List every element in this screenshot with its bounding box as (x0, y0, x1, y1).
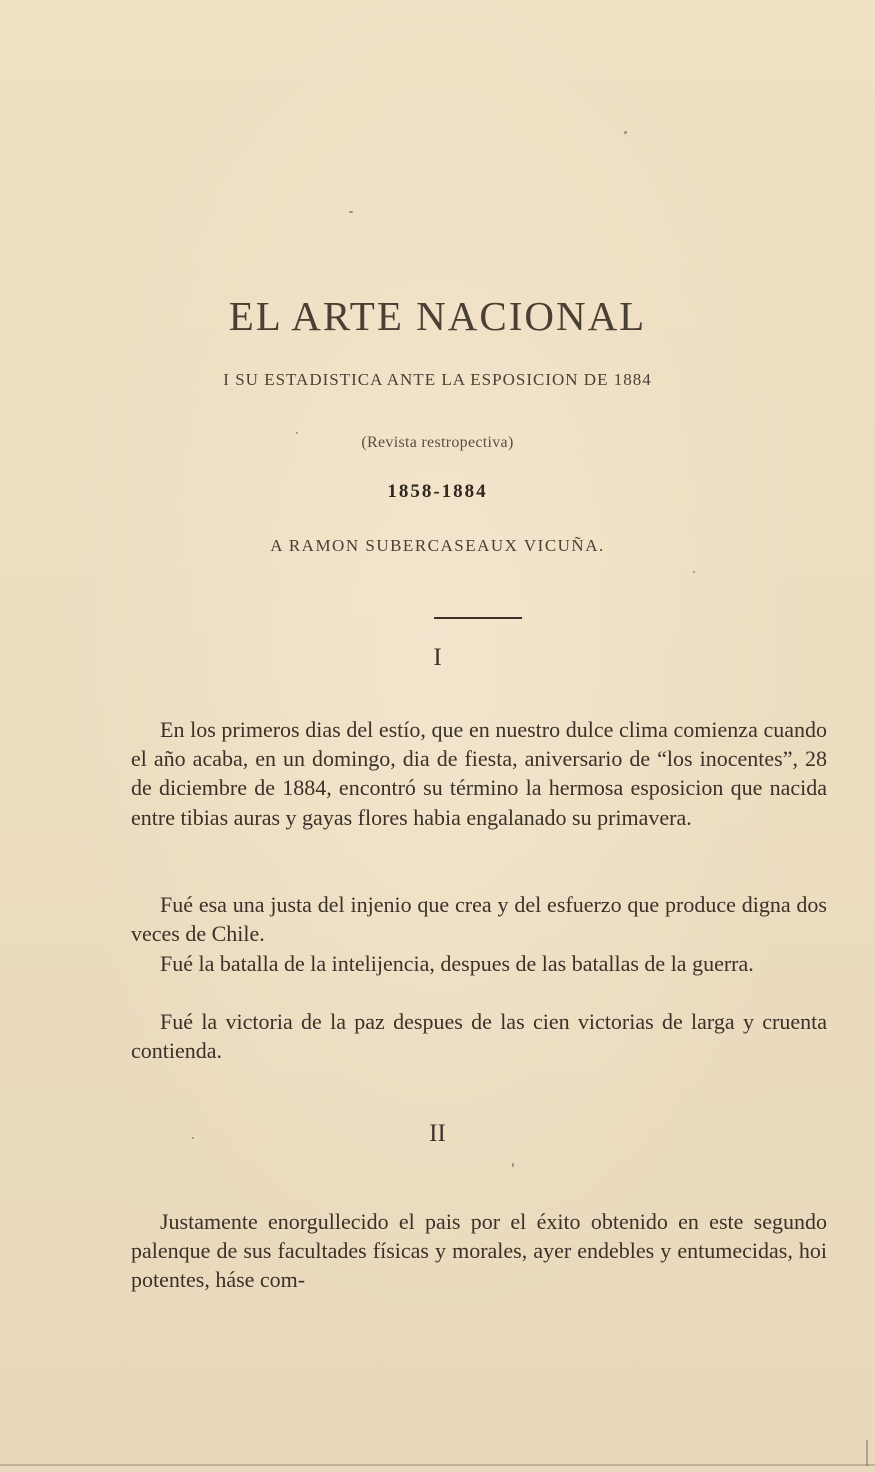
page-title: EL ARTE NACIONAL (228, 293, 647, 339)
subtitle: I SU ESTADISTICA ANTE LA ESPOSICION DE 1884 (223, 370, 652, 389)
paper-speck (349, 211, 353, 213)
paper-speck (624, 131, 627, 134)
paper-speck (512, 1163, 514, 1167)
page-bottom-edge (0, 1464, 875, 1466)
paper-speck (296, 432, 298, 434)
paragraph-3: Fué la batalla de la intelijencia, despues de las batallas de la guerra. (160, 951, 754, 976)
year-range: 1858-1884 (387, 481, 488, 502)
section-number-1: I (433, 644, 442, 671)
title-divider (434, 617, 522, 619)
section-number-2: II (429, 1120, 446, 1147)
review-note: (Revista restropectiva) (361, 434, 514, 451)
paragraph-4: Fué la victoria de la paz despues de las cien victorias de larga y cruenta contienda. (131, 1009, 827, 1064)
paper-speck (693, 571, 695, 573)
page-edge-mark (866, 1440, 868, 1466)
paragraph-5: Justamente enorgullecido el pais por el éxito obtenido en este segundo palenque de sus facultades físicas y morales, ayer endebles y entumecidas, hoi potentes, háse com- (131, 1209, 827, 1293)
paragraph-2: Fué esa una justa del injenio que crea y del esfuerzo que produce digna dos veces de Chile. (131, 892, 827, 947)
paper-speck (192, 1137, 194, 1139)
dedication: A RAMON SUBERCASEAUX VICUÑA. (270, 536, 605, 555)
paragraph-1: En los primeros dias del estío, que en nuestro dulce clima comienza cuando el año acaba, en un domingo, dia de fiesta, aniversario de “los inocentes”, 28 de diciembre de 1884, encontró su término la hermosa esposicion que nacida entre tibias auras y gayas flores habia engalanado su primavera. (131, 717, 827, 830)
